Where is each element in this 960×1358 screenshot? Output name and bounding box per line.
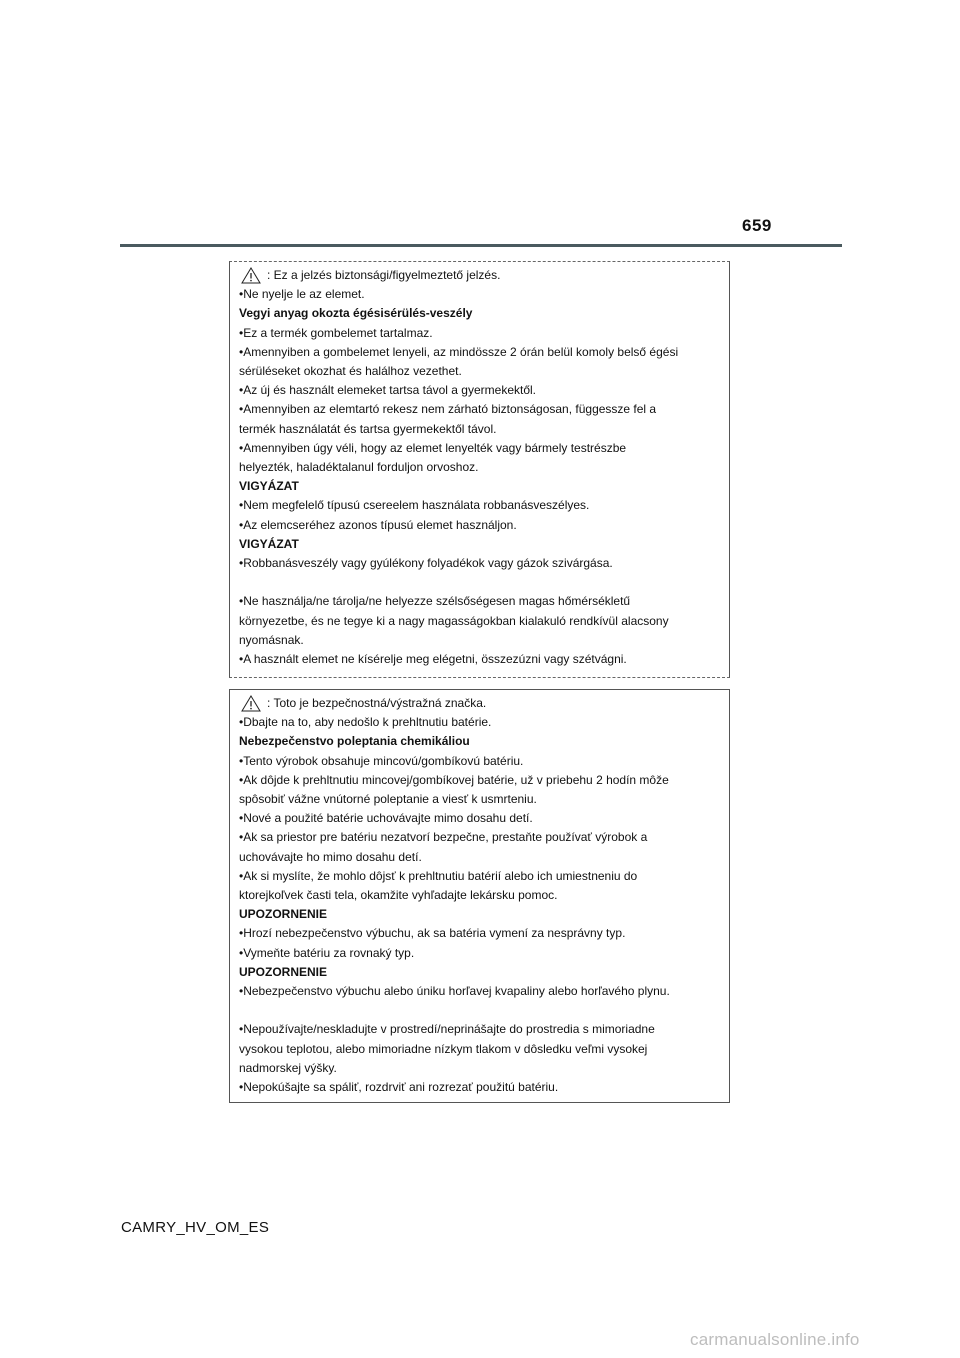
warning-text-line: vysokou teplotou, alebo mimoriadne nízkym tlakom v dôsledku veľmi vysokej bbox=[239, 1041, 648, 1056]
warning-text-line bbox=[239, 573, 721, 592]
warning-text-line: •Nebezpečenstvo výbuchu alebo úniku horľavej kvapaliny alebo horľavého plynu. bbox=[239, 984, 670, 999]
warning-text-line: •Ne használja/ne tárolja/ne helyezze szélsőségesen magas hőmérsékletű bbox=[239, 594, 631, 609]
warning-text-line: •Nepokúšajte sa spáliť, rozdrviť ani rozrezať použitú batériu. bbox=[239, 1080, 559, 1095]
warning-text-line: •Ak sa priestor pre batériu nezatvorí bezpečne, prestaňte používať výrobok a bbox=[239, 830, 648, 845]
warning-text-line: •Ak si myslíte, že mohlo dôjsť k prehltnutiu batérií alebo ich umiestneniu do bbox=[239, 868, 638, 883]
warning-text-line: •A használt elemet ne kísérelje meg elégetni, összezúzni vagy szétvágni. bbox=[239, 652, 627, 667]
warning-box-slovak bbox=[229, 689, 730, 1103]
warning-text-line: •Amennyiben a gombelemet lenyeli, az mindössze 2 órán belül komoly belső égési bbox=[239, 344, 679, 359]
warning-triangle-icon bbox=[241, 267, 261, 284]
warning-text-line: uchovávajte ho mimo dosahu detí. bbox=[239, 849, 422, 864]
warning-text-line: nadmorskej výšky. bbox=[239, 1060, 337, 1075]
warning-text-line: •Az új és használt elemeket tartsa távol a gyermekektől. bbox=[239, 383, 537, 398]
warning-heading: UPOZORNENIE bbox=[239, 964, 328, 979]
warning-heading: Vegyi anyag okozta égésisérülés-veszély bbox=[239, 306, 473, 321]
warning-heading: VIGYÁZAT bbox=[239, 479, 299, 494]
warning-text-line: •Nem megfelelő típusú csereelem használata robbanásveszélyes. bbox=[239, 498, 590, 513]
warning-title-row bbox=[239, 266, 721, 285]
warning-heading: VIGYÁZAT bbox=[239, 536, 299, 551]
warning-text-line: •Dbajte na to, aby nedošlo k prehltnutiu batérie. bbox=[239, 715, 492, 730]
warning-text-line: •Nové a použité batérie uchovávajte mimo dosahu detí. bbox=[239, 811, 533, 826]
warning-text-line: •Amennyiben az elemtartó rekesz nem zárható biztonságosan, függessze fel a bbox=[239, 402, 657, 417]
warning-text-line: •Robbanásveszély vagy gyúlékony folyadékok vagy gázok szivárgása. bbox=[239, 556, 613, 571]
warning-text-lines bbox=[239, 285, 721, 669]
watermark: carmanualsonline.info bbox=[690, 1330, 860, 1349]
warning-title-text: : Ez a jelzés biztonsági/figyelmeztető jelzés. bbox=[267, 268, 501, 282]
warning-text-line: helyezték, haladéktalanul forduljon orvoshoz. bbox=[239, 460, 479, 475]
warning-text-line: •Ak dôjde k prehltnutiu mincovej/gombíkovej batérie, už v priebehu 2 hodín môže bbox=[239, 772, 669, 787]
warning-text-line: •Tento výrobok obsahuje mincovú/gombíkovú batériu. bbox=[239, 753, 524, 768]
warning-heading: UPOZORNENIE bbox=[239, 907, 328, 922]
warning-text-line bbox=[239, 1001, 721, 1020]
warning-text-line: •Hrozí nebezpečenstvo výbuchu, ak sa batéria vymení za nesprávny typ. bbox=[239, 926, 626, 941]
warning-text-line: •Ne nyelje le az elemet. bbox=[239, 287, 365, 302]
warning-triangle-icon bbox=[241, 695, 261, 712]
warning-text-line: sérüléseket okozhat és halálhoz vezethet. bbox=[239, 364, 462, 379]
warning-text-line: •Ez a termék gombelemet tartalmaz. bbox=[239, 325, 433, 340]
warning-text-line: ktorejkoľvek časti tela, okamžite vyhľadajte lekársku pomoc. bbox=[239, 888, 558, 903]
footer-model-code: CAMRY_HV_OM_ES bbox=[121, 1219, 270, 1236]
warning-heading: Nebezpečenstvo poleptania chemikáliou bbox=[239, 734, 470, 749]
warning-text-lines bbox=[239, 713, 721, 1097]
warning-text-line: •Vymeňte batériu za rovnaký typ. bbox=[239, 945, 415, 960]
warning-box-hungarian bbox=[229, 261, 730, 678]
warning-text-line: •Nepoužívajte/neskladujte v prostredí/neprinášajte do prostredia s mimoriadne bbox=[239, 1022, 655, 1037]
warning-text-line: •Az elemcseréhez azonos típusú elemet használjon. bbox=[239, 517, 517, 532]
warning-text-line: spôsobiť vážne vnútorné poleptanie a viesť k usmrteniu. bbox=[239, 792, 537, 807]
warning-text-line: •Amennyiben úgy véli, hogy az elemet lenyelték vagy bármely testrészbe bbox=[239, 440, 627, 455]
warning-text-line: termék használatát és tartsa gyermekektől távol. bbox=[239, 421, 497, 436]
warning-text-line: nyomásnak. bbox=[239, 632, 304, 647]
header-rule bbox=[120, 244, 842, 247]
warning-text-line: környezetbe, és ne tegye ki a nagy magasságokban kialakuló rendkívül alacsony bbox=[239, 613, 669, 628]
page-number: 659 bbox=[742, 216, 772, 235]
warning-title-text: : Toto je bezpečnostná/výstražná značka. bbox=[267, 696, 487, 710]
warning-title-row bbox=[239, 694, 721, 713]
